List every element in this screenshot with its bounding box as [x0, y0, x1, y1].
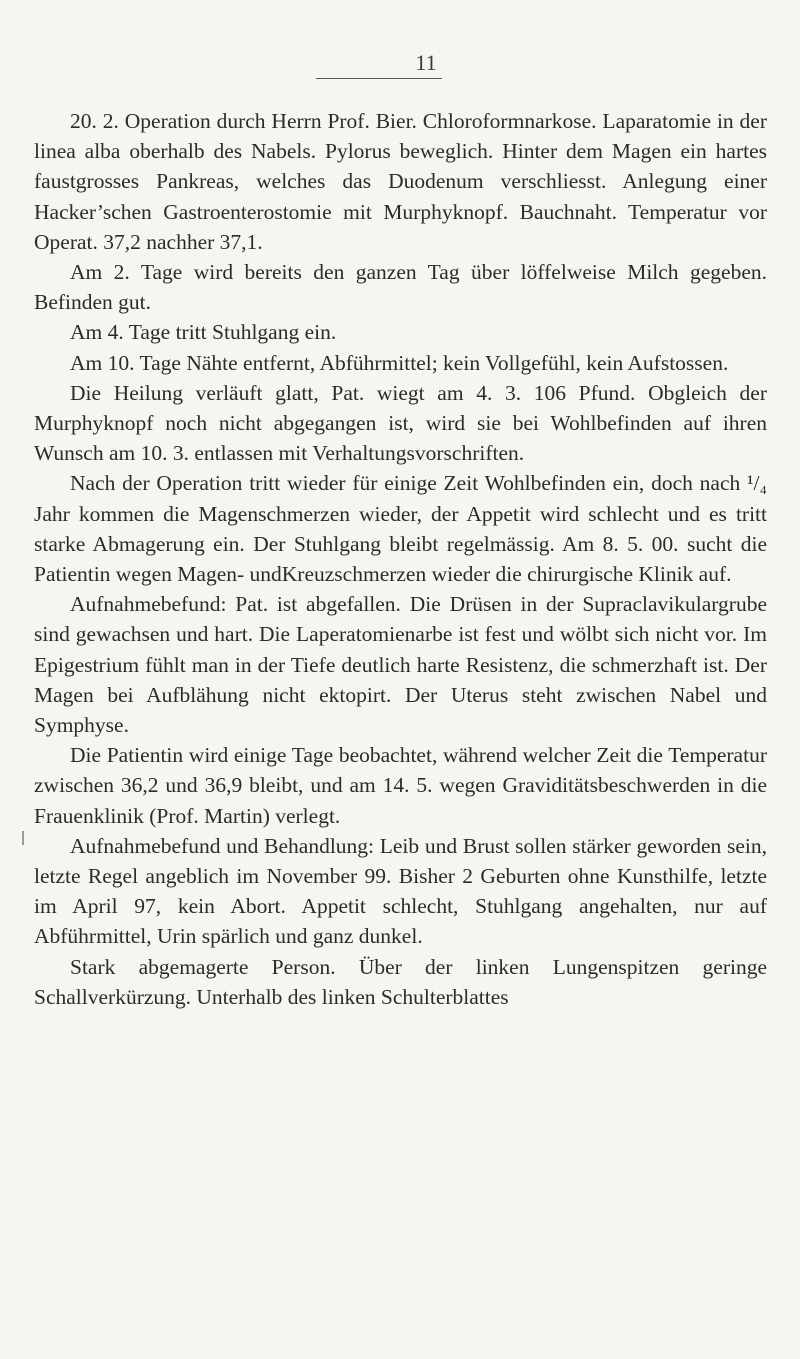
- paragraph-day-4: Am 4. Tage tritt Stuhlgang ein.: [70, 320, 337, 345]
- paragraph-examination: Stark abgemagerte Person. Über der linken Lungenspitzen geringe Schallverkürzung. Unterhalb des linken Schulterblattes: [34, 954, 767, 1009]
- paragraph-healing: Die Heilung verläuft glatt, Pat. wiegt am 4. 3. 106 Pfund. Obgleich der Murphyknopf noch nicht abgegangen ist, wird sie bei Wohlbefinden auf ihren Wunsch am 10. 3. entlassen mit Verhaltungsvorschriften.: [34, 380, 767, 466]
- margin-mark: [22, 831, 24, 845]
- paragraph-admission-finding: Aufnahmebefund: Pat. ist abgefallen. Die Drüsen in der Supraclavikulargrube sind gewachsen und hart. Die Laperatomienarbe ist fest und wölbt sich nicht vor. Im Epigestrium fühlt man in der Tiefe deutlich harte Resistenz, die schmerzhaft ist. Der Magen bei Aufblähung nicht ektopirt. Der Uterus steht zwischen Nabel und Symphyse.: [34, 592, 767, 738]
- header-rule: [316, 78, 442, 79]
- paragraph-admission-treatment: Aufnahmebefund und Behandlung: Leib und Brust sollen stärker geworden sein, letzte Regel angeblich im November 99. Bisher 2 Geburten ohne Kunsthilfe, letzte im April 97, kein Abort. Appetit schlecht, Stuhlgang angehalten, nur auf Abführmittel, Urin spärlich und ganz dunkel.: [34, 833, 767, 949]
- page-number: 11: [415, 50, 437, 75]
- body-text: [34, 106, 767, 1012]
- paragraph-operation: 20. 2. Operation durch Herrn Prof. Bier. Chloroformnarkose. Laparatomie in der linea alba oberhalb des Nabels. Pylorus beweglich. Hinter dem Magen ein hartes faustgrosses Pankreas, welches das Duodenum verschliesst. Anlegung einer Hacker’schen Gastroenterostomie mit Murphyknopf. Bauchnaht. Temperatur vor Operat. 37,2 nachher 37,1.: [34, 109, 767, 254]
- paragraph-after-operation: Nach der Operation tritt wieder für einige Zeit Wohlbefinden ein, doch nach ¹/₄ Jahr kommen die Magenschmerzen wieder, der Appetit wird schlecht und es tritt starke Abmagerung ein. Der Stuhlgang bleibt regelmässig. Am 8. 5. 00. sucht die Patientin wegen Magen- undKreuzschmerzen wieder die chirurgische Klinik auf.: [34, 471, 767, 587]
- paragraph-day-10: Am 10. Tage Nähte entfernt, Abführmittel; kein Vollgefühl, kein Aufstossen.: [70, 350, 729, 375]
- page-header: [0, 50, 800, 76]
- paragraph-day-2: Am 2. Tage wird bereits den ganzen Tag über löffelweise Milch gegeben. Befinden gut.: [34, 260, 767, 315]
- paragraph-observation: Die Patientin wird einige Tage beobachtet, während welcher Zeit die Temperatur zwischen 36,2 und 36,9 bleibt, und am 14. 5. wegen Graviditätsbeschwerden in die Frauenklinik (Prof. Martin) verlegt.: [34, 743, 767, 828]
